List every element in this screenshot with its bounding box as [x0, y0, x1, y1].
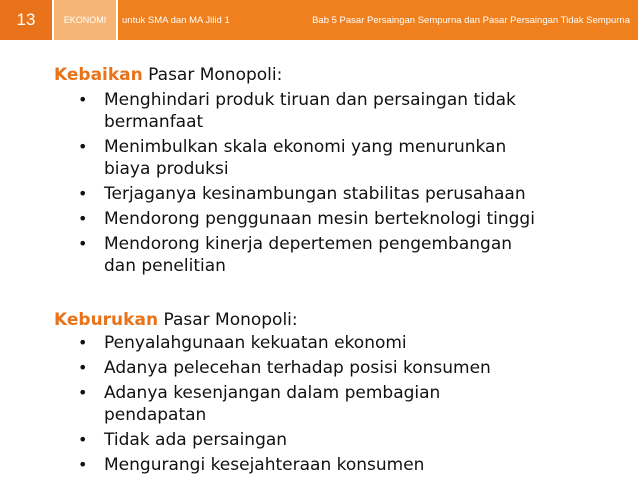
- item-text: Mendorong penggunaan mesin berteknologi tinggi: [104, 209, 535, 229]
- bullet-icon: •: [78, 137, 88, 156]
- bullet-icon: •: [78, 90, 88, 109]
- item-text: Terjaganya kesinambungan stabilitas perusahaan: [104, 184, 526, 204]
- book-title: untuk SMA dan MA Jilid 1: [122, 14, 230, 26]
- list-item: [78, 183, 535, 205]
- keburukan-keyword: Keburukan: [54, 310, 159, 330]
- subject-label: EKONOMI: [54, 0, 116, 40]
- list-item: [78, 332, 491, 354]
- chapter-title: Bab 5 Pasar Persaingan Sempurna dan Pasar Persaingan Tidak Sempurna: [312, 14, 630, 26]
- item-text-cont: pendapatan: [104, 405, 207, 425]
- item-text-cont: dan penelitian: [104, 256, 226, 276]
- bullet-icon: •: [78, 333, 88, 352]
- bullet-icon: •: [78, 209, 88, 228]
- bullet-icon: •: [78, 184, 88, 203]
- item-text: Adanya pelecehan terhadap posisi konsumen: [104, 358, 491, 378]
- item-text: Penyalahgunaan kekuatan ekonomi: [104, 333, 407, 353]
- bullet-icon: •: [78, 383, 88, 402]
- item-text: Menghindari produk tiruan dan persaingan tidak: [104, 90, 516, 110]
- kebaikan-list: [78, 89, 535, 280]
- item-text: Mengurangi kesejahteraan konsumen: [104, 455, 425, 475]
- header-divider: [116, 0, 118, 40]
- kebaikan-heading: [54, 64, 282, 86]
- list-item: [78, 429, 491, 451]
- page-number: 13: [0, 0, 52, 40]
- bullet-icon: •: [78, 455, 88, 474]
- item-text: Mendorong kinerja depertemen pengembangan: [104, 234, 513, 254]
- list-item: [78, 208, 535, 230]
- list-item: [78, 233, 535, 277]
- keburukan-heading-rest: Pasar Monopoli:: [158, 310, 298, 330]
- slide-header: [0, 0, 638, 40]
- item-text-cont: bermanfaat: [104, 112, 204, 132]
- list-item: [78, 382, 491, 426]
- list-item: [78, 136, 535, 180]
- item-text: Adanya kesenjangan dalam pembagian: [104, 383, 441, 403]
- bullet-icon: •: [78, 358, 88, 377]
- list-item: [78, 357, 491, 379]
- item-text: Tidak ada persaingan: [104, 430, 288, 450]
- keburukan-list: [78, 332, 491, 479]
- list-item: [78, 89, 535, 133]
- bullet-icon: •: [78, 234, 88, 253]
- item-text: Menimbulkan skala ekonomi yang menurunkan: [104, 137, 507, 157]
- item-text-cont: biaya produksi: [104, 159, 229, 179]
- kebaikan-heading-rest: Pasar Monopoli:: [142, 65, 283, 85]
- keburukan-heading: [54, 309, 298, 331]
- list-item: [78, 454, 491, 476]
- kebaikan-keyword: Kebaikan: [54, 65, 143, 85]
- bullet-icon: •: [78, 430, 88, 449]
